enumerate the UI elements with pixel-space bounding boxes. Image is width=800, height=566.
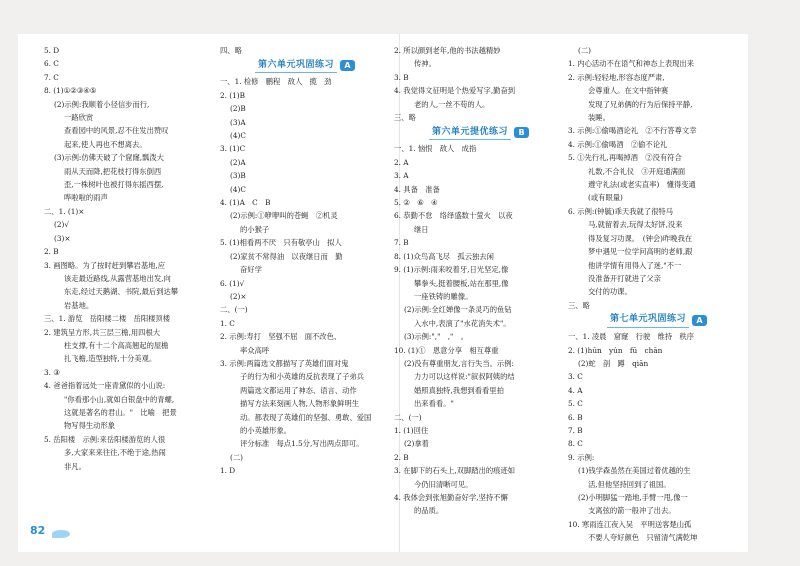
answer-line: 支离弦的箭一般冲了出去。 <box>588 506 676 516</box>
answer-line: 7. B <box>568 425 583 435</box>
answer-line: 3. B <box>394 72 409 82</box>
answer-line: 子的行为和小英雄的反抗表现了子弟兵 <box>240 372 365 382</box>
answer-line: 传神。 <box>414 59 436 69</box>
answer-line: 3. (1)C <box>220 144 246 154</box>
answer-line: 2. 示例:寿打 坚强不屈 面不改色、 <box>220 332 342 342</box>
answer-line: 二、(一) <box>394 412 422 422</box>
answer-column-3 <box>394 44 564 518</box>
answer-line: (2)家贫不常得油 以夜继日而 勤 <box>230 251 343 261</box>
section-heading-text: 第七单元巩固练习 <box>607 313 689 327</box>
answer-line: 2. 建筑呈方形,共三层三檐,用四根大 <box>44 327 161 337</box>
answer-line: 三、1. 游览 岳阳楼二楼 岳阳楼顶楼 <box>44 314 171 324</box>
answer-line: 3. 示例:①偷喝酒论礼 ②不行答尊文幸 <box>568 126 697 136</box>
answer-line: 2. A <box>394 157 409 167</box>
answer-line: (4)C <box>230 184 246 194</box>
section-heading <box>220 58 390 73</box>
answer-line: 得及复习功课。 (钟会)昨晚我在 <box>588 233 693 243</box>
answer-line: 5. ①先行礼,再喝掉酒 ②没有符合 <box>568 153 682 163</box>
answer-line: 二、(一) <box>220 305 248 315</box>
answer-line: 3. 画图略。为了按时赶到攀岩基地,应 <box>44 260 166 270</box>
answer-line: 6. 恭勤不怠 络绎盛数十萤火 以夜 <box>394 211 513 221</box>
answer-line: 一、1. 检修 鹏程 敌人 揽 劲 <box>220 77 332 87</box>
answer-line: 一、1. 凌晨 窟窿 行驶 维持 秩序 <box>568 332 695 342</box>
answer-line: 奋好学 <box>240 265 262 275</box>
answer-line: 该走最近路线,从露营基地出发,向 <box>64 273 171 283</box>
answer-line: 柱支撑,有十二个高高翘起的屋檐 <box>64 340 169 350</box>
answer-line: 入水中,表演了"水花消失术"。 <box>414 318 511 328</box>
answer-line: 多,大家来来往往,不绝于途,热闹 <box>64 448 166 458</box>
section-heading <box>394 125 564 140</box>
answer-column-2 <box>220 44 390 478</box>
answer-line: (2)示例:①咿咿叫的苍蝇 ②机灵 <box>230 211 338 221</box>
answer-line: (或有眼量) <box>588 193 623 203</box>
answer-line: 交付的功课。 <box>588 287 632 297</box>
answer-line: (4)C <box>230 131 246 141</box>
leaf-decoration-icon <box>52 530 70 538</box>
answer-column-1 <box>44 44 216 473</box>
answer-line: 9. 示例: <box>568 452 595 462</box>
answer-line: 的品质。 <box>414 506 444 516</box>
answer-line: 3. C <box>568 372 583 382</box>
answer-line: 5. D <box>44 46 60 55</box>
answer-line: 8. (1)众鸟高飞尽 孤云独去闲 <box>394 251 494 261</box>
answer-line: 老的人,一丝不苟的人。 <box>414 99 490 109</box>
answer-line: 歪,一株树叶也被打得东摇西摆, <box>64 180 164 190</box>
section-heading-text: 第六单元提优练习 <box>429 126 511 140</box>
answer-line: (二) <box>230 452 243 462</box>
answer-line: 起来,使人再也不想离去。 <box>64 139 147 149</box>
answer-line: (2)示例:我顺着小径信步而行, <box>54 99 150 109</box>
answer-line: 6. B <box>568 412 583 422</box>
answer-line: (2)示例:全红婵像一条灵巧的鱼钻 <box>404 305 512 315</box>
answer-line: 出来看看。" <box>414 399 454 409</box>
answer-line: (2)B <box>230 104 246 114</box>
level-badge-icon: B <box>514 127 529 138</box>
answer-line: (3)A <box>230 117 246 127</box>
answer-line: 今仍旧清晰可见。 <box>414 479 473 489</box>
answer-line: 1. D <box>220 466 236 476</box>
answer-line: 1. (1)回住 <box>394 425 429 435</box>
answer-line: 2. (1)B <box>220 90 245 100</box>
answer-line: 遵守礼法(或老实直率) 懂得变通 <box>588 180 696 190</box>
answer-line: 6. 示例:(钟毓)乖天我就了很特马 <box>568 206 673 216</box>
answer-line: 三、略 <box>394 113 416 123</box>
answer-line: 的小英雄形象。 <box>240 425 292 435</box>
answer-line: 会尊重人。在文中指钟赛 <box>588 86 669 96</box>
answer-line: 4. 我体会到张旭勤奋好学,坚持不懈 <box>394 493 508 502</box>
answer-line: 哗啦啦的雨声 <box>64 193 108 203</box>
section-heading <box>568 313 746 328</box>
answer-line: 率众高呼 <box>240 345 270 355</box>
answer-line: 2. B <box>44 247 59 257</box>
answer-line: 4. 爸爸指着远处一座青黛似的小山说: <box>44 381 166 391</box>
answer-line: 攀拳头,挺着腰板,站在那里,像 <box>414 278 509 288</box>
answer-line: 一座铁铸的雕像。 <box>414 291 473 301</box>
answer-line: 2. 所以颜到老年,他的书法越精妙 <box>394 46 501 55</box>
answer-line: (2)拿着 <box>404 439 429 449</box>
answer-line: "你看那小山,就如白银盘中的青螺, <box>64 394 175 404</box>
answer-line: 7. B <box>394 238 409 248</box>
answer-line: 8. (1)①②③④⑤ <box>44 86 97 96</box>
answer-line: 评分标准 每点1.5分,写出两点即可。 <box>240 439 364 449</box>
answer-line: 非凡。 <box>64 461 86 471</box>
answer-line: 9. (1)示例:雨来咬着牙,日光坚定,像 <box>394 265 509 275</box>
answer-line: 10. 寒雨连江夜入吴 平明送客楚山孤 <box>568 519 692 529</box>
answer-line: 查看园中的风景,忍不住发出赞叹 <box>64 126 169 136</box>
answer-line: 两篇选文都运用了神态、语言、动作 <box>240 385 357 395</box>
answer-line: 婚照真独特,我想到看看里拍 <box>414 385 504 395</box>
answer-line: 梦中遇见一位学问高明的老师,跟 <box>588 247 693 257</box>
answer-line: 发现了兄弟俩的行为后保持平静, <box>588 99 693 109</box>
answer-line: 东走,经过天鹅湖、书院,最后到达攀 <box>64 287 179 297</box>
answer-line: 二、1. (1)× <box>44 206 85 216</box>
answer-line: 4. 我觉得文征明是个热爱写字,勤奋到 <box>394 86 516 96</box>
answer-line: (3)示例:"," ," 。 <box>404 332 468 342</box>
answer-line: 4. 示例:①偷喝酒 ②偷不论礼 <box>568 139 668 149</box>
answer-line: (1)钱学森虽然在美国过着优越的生 <box>578 466 691 476</box>
answer-line: 一路欣赏 <box>64 113 94 123</box>
answer-line: 礼数,不合礼仪 ③开庭通满面 <box>588 166 686 176</box>
answer-line: 3. A <box>394 171 409 181</box>
answer-line: 的小猴子 <box>240 224 270 234</box>
answer-line: 四、略 <box>220 46 242 55</box>
answer-line: 5. C <box>568 399 583 409</box>
answer-line: (2)× <box>230 291 247 301</box>
answer-line: (3)B <box>230 171 246 181</box>
answer-line: 10. (1)① 恩意分享 相互尊重 <box>394 345 499 355</box>
answer-line: 5. ② ⑥ ④ <box>394 198 438 208</box>
answer-line: 他讲学情有用得入了迷,"不一 <box>588 260 682 270</box>
answer-line: 继日 <box>414 224 429 234</box>
answer-line: (3)示例:仿佛天破了个窟窿,瓢泼大 <box>54 153 164 163</box>
answer-line: 活,但他坚持回到了祖国。 <box>588 479 671 489</box>
answer-line: 岩基地。 <box>64 300 94 310</box>
answer-line: 5. (1)相看两不厌 只有敬亭山 拟人 <box>220 238 342 248</box>
answer-line: 8. C <box>568 439 583 449</box>
answer-line: 力力可以这样说:"叙叔阿姨的结 <box>414 372 515 382</box>
answer-line: 6. C <box>44 59 59 69</box>
page-number: 82 <box>30 524 46 537</box>
answer-line: (2)小明脚猛一踏地,手臂一甩,像一 <box>578 493 688 502</box>
answer-line: 一、1. 恼恨 敌人 成指 <box>394 144 477 154</box>
answer-line: 雨从天而降,把花枝打得东倒西 <box>64 166 162 176</box>
answer-line: 三、略 <box>568 300 590 310</box>
answer-line: 这就是著名的君山。" 比喻 把景 <box>64 407 177 417</box>
answer-line: 物写得生动形象 <box>64 421 116 431</box>
answer-line: 马,就留着去,玩得太好饼,没来 <box>588 220 683 230</box>
answer-line: (2)没有尊重朋友,言行失当。示例: <box>404 358 514 368</box>
level-badge-icon: A <box>340 60 355 71</box>
answer-line: 1. 内心活动不在语气和神态上表现出来 <box>568 59 695 69</box>
section-heading-text: 第六单元巩固练习 <box>255 59 337 73</box>
answer-line: (2)A <box>230 157 246 167</box>
answer-line: 4. 具备 准备 <box>394 184 440 194</box>
answer-line: (二) <box>578 46 591 55</box>
answer-line: 4. (1)A C B <box>220 198 271 208</box>
answer-line: 动。都表现了英雄们的坚强、勇敢、爱国 <box>240 412 372 422</box>
answer-line: 没准备开打就进了父亲 <box>588 273 661 283</box>
answer-line: 6. (1)√ <box>220 278 245 288</box>
answer-line: 2. (1)hūn yún fū chān <box>568 345 663 355</box>
answer-line: 7. C <box>44 72 59 82</box>
answer-line: 1. C <box>220 318 235 328</box>
answer-line: 装睡。 <box>588 113 610 123</box>
answer-line: 扎飞檐,造型独特,十分美观。 <box>64 354 157 364</box>
answer-line: 4. A <box>568 385 583 395</box>
answer-column-4 <box>568 44 746 545</box>
answer-line: 不要人夸好颜色 只留清气满乾坤 <box>588 533 698 543</box>
answer-line: (2)√ <box>54 220 69 230</box>
answer-line: 3. 在脚下的石头上,双脚踏出的痕迹如 <box>394 466 516 476</box>
answer-line: (3)× <box>54 233 71 243</box>
answer-line: 2. 示例:轻轻地,形容态度严肃, <box>568 72 665 82</box>
answer-line: 2. B <box>394 452 409 462</box>
answer-line: 5. 岳阳楼 示例:来岳阳楼游览的人很 <box>44 434 166 444</box>
answer-line: (2)蛇 剖 蹲 qiān <box>578 358 649 368</box>
level-badge-icon: A <box>692 315 707 326</box>
answer-line: 描写方法来刻画人物,人物形象鲜明生 <box>240 399 360 409</box>
answer-line: 3. 示例:两篇选文都描写了英雄们面对鬼 <box>220 358 349 368</box>
answer-line: 3. ③ <box>44 367 60 377</box>
